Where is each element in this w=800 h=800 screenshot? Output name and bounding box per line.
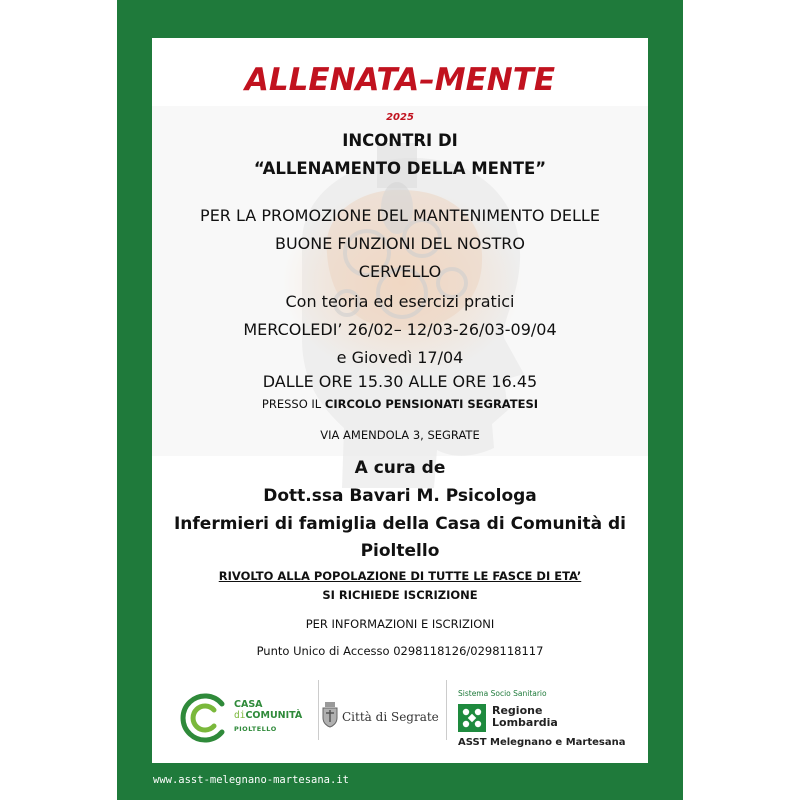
asst-label: ASST Melegnano e Martesana	[458, 737, 626, 748]
poster-sheet	[152, 38, 648, 763]
logo-divider	[318, 680, 319, 740]
hours-line: DALLE ORE 15.30 ALLE ORE 16.45	[262, 372, 538, 391]
purpose-line-2: BUONE FUNZIONI DEL NOSTRO	[274, 234, 525, 253]
purpose-line-1: PER LA PROMOZIONE DEL MANTENIMENTO DELLE	[200, 206, 600, 225]
info-line: PER INFORMAZIONI E ISCRIZIONI	[305, 617, 495, 631]
venue-name: CIRCOLO PENSIONATI SEGRATESI	[324, 397, 539, 411]
venue-line	[152, 397, 648, 411]
curated-by-line: A cura de	[354, 458, 446, 478]
casa-line-2	[234, 710, 302, 721]
curator-line-3: Pioltello	[360, 541, 440, 561]
dates-line-1: MERCOLEDI’ 26/02– 12/03-26/03-09/04	[243, 320, 557, 339]
casa-comunita: COMUNITÀ	[245, 710, 303, 721]
regione-line-1: Regione	[492, 704, 543, 717]
sistema-socio-sanitario-label: Sistema Socio Sanitario	[458, 689, 547, 698]
method-line: Con teoria ed esercizi pratici	[285, 292, 515, 311]
poster-title: ALLENATA–MENTE	[244, 62, 556, 98]
casa-di-comunita-name	[234, 699, 302, 721]
footer-website-link[interactable]: www.asst-melegnano-martesana.it	[153, 774, 349, 786]
registration-line: SI RICHIEDE ISCRIZIONE	[322, 588, 478, 602]
curator-line-2: Infermieri di famiglia della Casa di Comunità di	[173, 514, 626, 534]
dates-line-2: e Giovedì 17/04	[336, 348, 464, 367]
casa-di-comunita-logo-icon	[178, 692, 230, 744]
regione-line-2: Lombardia	[492, 716, 558, 729]
heading-line-1: INCONTRI DI	[342, 131, 458, 150]
citta-di-segrate-label: Città di Segrate	[342, 710, 439, 724]
logo-divider	[446, 680, 447, 740]
regione-lombardia-cross-icon	[458, 704, 486, 732]
purpose-line-3: CERVELLO	[358, 262, 442, 281]
casa-line-1: CASA	[234, 699, 263, 710]
logos-strip	[152, 678, 648, 763]
casa-city: PIOLTELLO	[234, 725, 277, 733]
poster-year: 2025	[386, 112, 414, 123]
regione-lombardia-label	[492, 705, 558, 729]
contact-line: Punto Unico di Accesso 0298118126/0298118117	[256, 644, 544, 658]
casa-di: di	[234, 710, 246, 721]
address-line: VIA AMENDOLA 3, SEGRATE	[320, 428, 480, 442]
curator-line-1: Dott.ssa Bavari M. Psicologa	[263, 486, 537, 506]
audience-line: RIVOLTO ALLA POPOLAZIONE DI TUTTE LE FASCE DI ETA’	[218, 569, 582, 583]
segrate-coat-of-arms-icon	[322, 702, 338, 728]
heading-line-2: “ALLENAMENTO DELLA MENTE”	[253, 159, 547, 178]
venue-prefix: PRESSO IL	[261, 397, 325, 411]
